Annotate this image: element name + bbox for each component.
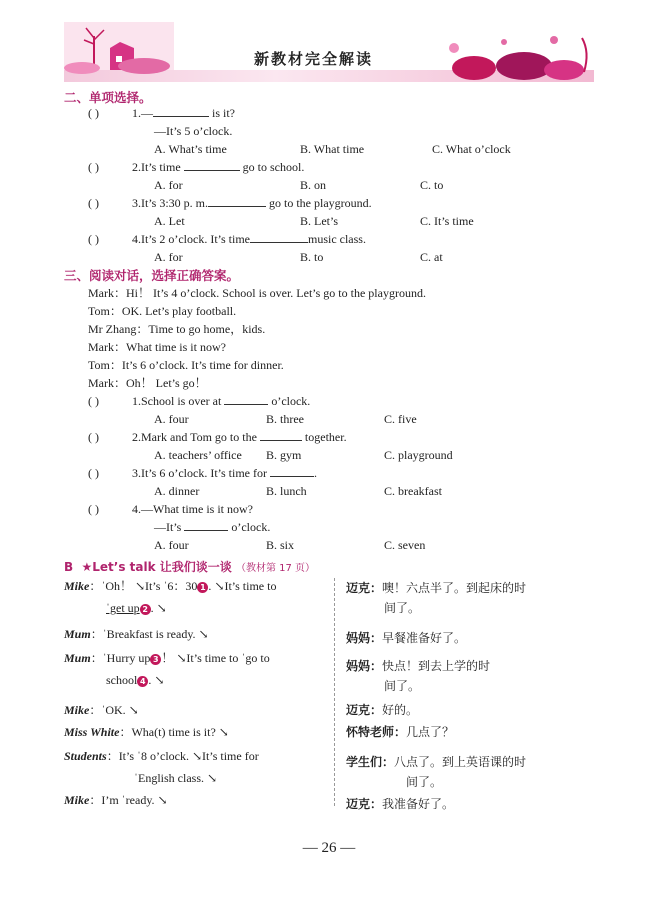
option-a: A. dinner bbox=[154, 484, 200, 498]
dialogue-text: . ↘ bbox=[148, 673, 165, 687]
note-badge: 2 bbox=[140, 604, 151, 615]
answer-paren: ( ) bbox=[88, 430, 99, 444]
question-text: o’clock. bbox=[268, 394, 311, 408]
dialogue-line-en bbox=[64, 700, 139, 720]
answer-blank bbox=[250, 232, 308, 243]
speaker-name: 迈克： bbox=[346, 581, 383, 595]
option-b: B. gym bbox=[266, 448, 302, 462]
dialogue-text: 八点了。到上英语课的时 bbox=[394, 755, 527, 769]
dialogue-line-en bbox=[134, 768, 217, 788]
note-badge: 4 bbox=[137, 676, 148, 687]
dialogue-text: school bbox=[106, 673, 138, 687]
question-line bbox=[132, 466, 317, 480]
dialogue-text: ：ˈHurry up bbox=[90, 651, 151, 665]
speaker-name: Mum bbox=[64, 627, 91, 641]
answer-blank bbox=[184, 520, 228, 531]
section-3-title: 三、阅读对话，选择正确答案。 bbox=[64, 268, 240, 283]
dialogue-text: ：It’s ˈ8 o’clock. ↘It’s time for bbox=[106, 749, 259, 763]
speaker-name: 学生们： bbox=[346, 755, 395, 769]
option-b: B. on bbox=[300, 178, 327, 192]
dialogue-line: Mr Zhang：Time to go home，kids. bbox=[88, 322, 266, 336]
option-c: C. to bbox=[420, 178, 444, 192]
question-line bbox=[132, 196, 372, 210]
question-number: 1. bbox=[132, 106, 141, 120]
question-text: together. bbox=[301, 430, 347, 444]
option-b: B. to bbox=[300, 250, 324, 264]
option-c: C. playground bbox=[384, 448, 453, 462]
question-line bbox=[132, 106, 235, 120]
section-2-title: 二、单项选择。 bbox=[64, 90, 152, 105]
dialogue-line: Mark：Hi！ It’s 4 o’clock. School is over. Let’s go to the playground. bbox=[88, 286, 426, 300]
answer-paren: ( ) bbox=[88, 502, 99, 516]
page-header bbox=[64, 18, 594, 86]
dialogue-text: ˈEnglish class. ↘ bbox=[134, 771, 218, 785]
dialogue-text: 快点！到去上学的时 bbox=[382, 659, 491, 673]
option-b: B. Let’s bbox=[300, 214, 338, 228]
section-b-label: B bbox=[64, 560, 74, 574]
dialogue-line-en bbox=[64, 624, 209, 644]
dialogue-line: Tom：It’s 6 o’clock. It’s time for dinner. bbox=[88, 358, 284, 372]
dialogue-line-en bbox=[106, 598, 167, 618]
dialogue-text: ：ˈOK. ↘ bbox=[89, 703, 139, 717]
answer-blank bbox=[184, 160, 240, 171]
speaker-name: 迈克： bbox=[346, 797, 383, 811]
dialogue-line-en bbox=[64, 648, 270, 668]
option-c: C. It’s time bbox=[420, 214, 474, 228]
option-c: C. at bbox=[420, 250, 443, 264]
dialogue-text: . ↘ bbox=[150, 601, 167, 615]
answer-paren: ( ) bbox=[88, 232, 99, 246]
question-number: 3. bbox=[132, 466, 141, 480]
option-a: A. four bbox=[154, 538, 189, 552]
option-a: A. for bbox=[154, 250, 183, 264]
question-line bbox=[154, 520, 270, 534]
question-text: go to school. bbox=[239, 160, 305, 174]
speaker-name: 怀特老师： bbox=[346, 725, 407, 739]
dialogue-line-en bbox=[64, 722, 229, 742]
dialogue-line-cn: 间了。 bbox=[384, 601, 421, 615]
question-line bbox=[132, 160, 304, 174]
note-badge: 1 bbox=[197, 582, 208, 593]
dialogue-text: 噢！六点半了。到起床的时 bbox=[382, 581, 527, 595]
answer-blank bbox=[260, 430, 302, 441]
answer-paren: ( ) bbox=[88, 160, 99, 174]
dialogue-text: ：Wha(t) time is it? ↘ bbox=[119, 725, 229, 739]
question-text: Mark and Tom go to the bbox=[141, 430, 260, 444]
speaker-name: Mike bbox=[64, 793, 90, 807]
dialogue-line-cn bbox=[346, 700, 418, 720]
column-divider bbox=[334, 578, 335, 806]
speaker-name: Mike bbox=[64, 703, 90, 717]
dialogue-line-en bbox=[64, 576, 276, 596]
dialogue-line-cn bbox=[346, 578, 526, 598]
dialogue-text: 早餐准备好了。 bbox=[382, 631, 467, 645]
textbook-reference: （教材第 17 页） bbox=[235, 563, 316, 574]
option-b: B. What time bbox=[300, 142, 365, 156]
dialogue-line-cn bbox=[346, 628, 466, 648]
dialogue-text: ˈget up bbox=[106, 601, 140, 615]
question-number: 2. bbox=[132, 160, 141, 174]
dialogue-line-cn: 间了。 bbox=[384, 679, 421, 693]
answer-paren: ( ) bbox=[88, 394, 99, 408]
option-b: B. lunch bbox=[266, 484, 307, 498]
section-b-heading: ★Let’s talk 让我们谈一谈 bbox=[81, 560, 232, 574]
speaker-name: Mum bbox=[64, 651, 91, 665]
question-text: — bbox=[141, 106, 153, 120]
question-text: It’s 6 o’clock. It’s time for bbox=[141, 466, 270, 480]
question-text: It’s 3:30 p. m. bbox=[141, 196, 209, 210]
option-c: C. breakfast bbox=[384, 484, 442, 498]
question-number: 3. bbox=[132, 196, 141, 210]
question-text: —What time is it now? bbox=[141, 502, 253, 516]
dialogue-text: ：ˈOh！ ↘It’s ˈ6：30 bbox=[89, 579, 198, 593]
question-text: —It’s bbox=[154, 520, 185, 534]
question-text: It’s 2 o’clock. It’s time bbox=[141, 232, 250, 246]
question-text: music class. bbox=[307, 232, 366, 246]
answer-paren: ( ) bbox=[88, 106, 99, 120]
option-b: B. three bbox=[266, 412, 304, 426]
dialogue-text: ！ ↘It’s time to ˈgo to bbox=[161, 651, 270, 665]
answer-blank bbox=[153, 106, 209, 117]
header-title: 新教材完全解读 bbox=[254, 50, 374, 68]
speaker-name: 迈克： bbox=[346, 703, 383, 717]
answer-blank bbox=[224, 394, 268, 405]
dialogue-text: 几点了？ bbox=[406, 725, 455, 739]
answer-paren: ( ) bbox=[88, 196, 99, 210]
dialogue-line-cn: 间了。 bbox=[406, 775, 443, 789]
option-a: A. teachers’ office bbox=[154, 448, 242, 462]
answer-blank bbox=[270, 466, 314, 477]
question-text: . bbox=[313, 466, 317, 480]
dialogue-text: 我准备好了。 bbox=[382, 797, 455, 811]
header-decoration-right bbox=[434, 32, 594, 82]
option-c: C. What o’clock bbox=[432, 142, 511, 156]
speaker-name: Students bbox=[64, 749, 107, 763]
speaker-name: 妈妈： bbox=[346, 631, 383, 645]
option-a: A. What’s time bbox=[154, 142, 227, 156]
header-decoration-left bbox=[64, 18, 174, 82]
answer-blank bbox=[208, 196, 266, 207]
dialogue-line-en bbox=[106, 670, 164, 690]
option-c: C. five bbox=[384, 412, 417, 426]
question-text: It’s time bbox=[141, 160, 184, 174]
question-line bbox=[132, 502, 253, 516]
answer-paren: ( ) bbox=[88, 466, 99, 480]
dialogue-line-cn bbox=[346, 722, 454, 742]
option-a: A. for bbox=[154, 178, 183, 192]
dialogue-text: ：I’m ˈready. ↘ bbox=[89, 793, 168, 807]
question-number: 2. bbox=[132, 430, 141, 444]
section-b-title bbox=[64, 558, 315, 575]
dialogue-line: Mark：Oh！ Let’s go！ bbox=[88, 376, 207, 390]
note-badge: 3 bbox=[150, 654, 161, 665]
page-number: — 26 — bbox=[302, 840, 356, 856]
speaker-name: Miss White bbox=[64, 725, 120, 739]
option-b: B. six bbox=[266, 538, 295, 552]
dialogue-line-en bbox=[64, 746, 259, 766]
speaker-name: Mike bbox=[64, 579, 90, 593]
question-line bbox=[132, 232, 366, 246]
speaker-name: 妈妈： bbox=[346, 659, 383, 673]
dialogue-line-cn bbox=[346, 752, 526, 772]
question-number: 4. bbox=[132, 502, 141, 516]
question-number: 4. bbox=[132, 232, 141, 246]
question-number: 1. bbox=[132, 394, 141, 408]
dialogue-line-cn bbox=[346, 794, 454, 814]
dialogue-line-en bbox=[64, 790, 168, 810]
option-a: A. four bbox=[154, 412, 189, 426]
option-c: C. seven bbox=[384, 538, 426, 552]
question-line bbox=[132, 430, 347, 444]
question-line: —It’s 5 o’clock. bbox=[154, 124, 233, 138]
question-text: o’clock. bbox=[228, 520, 271, 534]
dialogue-text: ：ˈBreakfast is ready. ↘ bbox=[90, 627, 209, 641]
dialogue-text: 好的。 bbox=[382, 703, 419, 717]
dialogue-line: Mark：What time is it now? bbox=[88, 340, 226, 354]
dialogue-line: Tom：OK. Let’s play football. bbox=[88, 304, 237, 318]
question-text: School is over at bbox=[141, 394, 225, 408]
option-a: A. Let bbox=[154, 214, 185, 228]
question-line bbox=[132, 394, 310, 408]
question-text: go to the playground. bbox=[266, 196, 372, 210]
dialogue-text: . ↘It’s time to bbox=[208, 579, 277, 593]
question-text: is it? bbox=[209, 106, 235, 120]
dialogue-line-cn bbox=[346, 656, 490, 676]
